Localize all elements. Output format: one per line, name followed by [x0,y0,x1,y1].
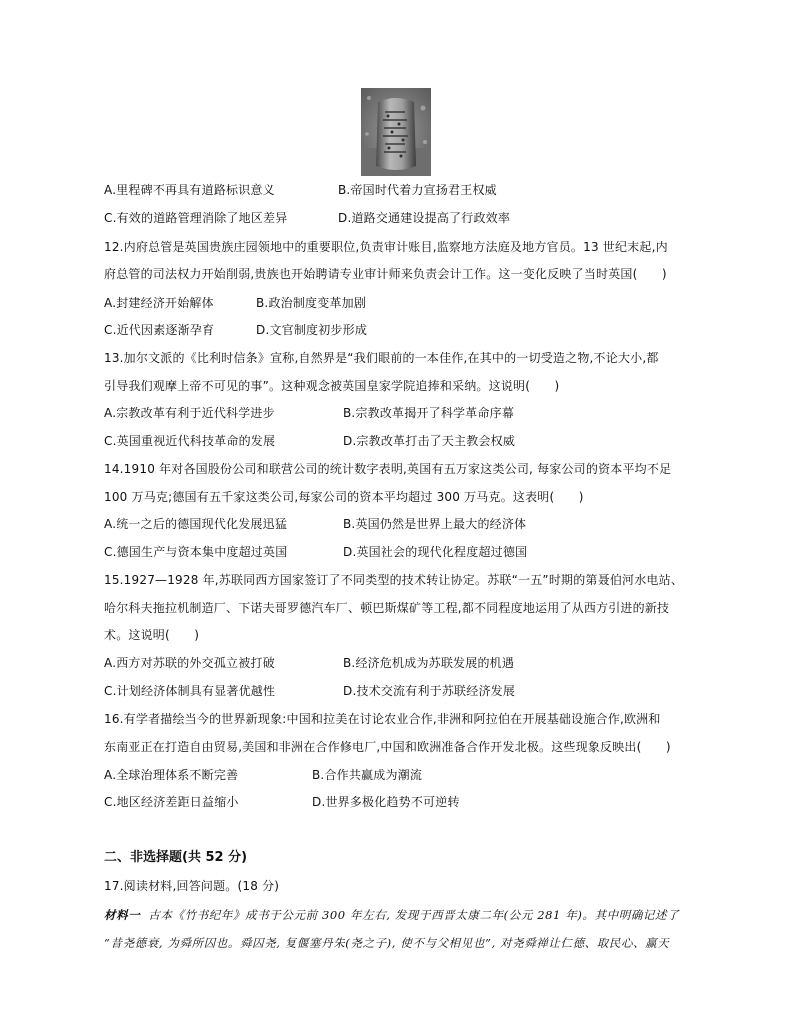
q11-option-d: D.道路交通建设提高了行政效率 [338,211,511,225]
q15-option-d: D.技术交流有利于苏联经济发展 [343,684,516,698]
q17-material-line1 [104,907,679,923]
q14-option-b: B.英国仍然是世界上最大的经济体 [343,517,527,531]
q11-option-b: B.帝国时代着力宣扬君王权威 [338,183,497,197]
q14-option-c: C.德国生产与资本集中度超过英国 [104,545,288,559]
q16-stem-line2: 东南亚正在打造自由贸易,美国和非洲在合作修电厂,中国和欧洲准备合作开发北极。这些现象反映出( ) [104,740,671,754]
q13-option-b: B.宗教改革揭开了科学革命序幕 [343,406,515,420]
q13-option-a: A.宗教改革有利于近代科学进步 [104,406,275,420]
milestone-photo [361,88,431,176]
q11-option-a: A.里程碑不再具有道路标识意义 [104,183,275,197]
q17-stem: 17.阅读材料,回答问题。(18 分) [104,879,280,893]
q13-stem-line1: 13.加尔文派的《比利时信条》宣称,自然界是“我们眼前的一本佳作,在其中的一切受造之物,不论大小,都 [104,351,659,365]
q14-stem-line2: 100 万马克;德国有五千家这类公司,每家公司的资本平均超过 300 万马克。这表明( ) [104,490,584,504]
q12-stem-line2: 府总管的司法权力开始削弱,贵族也开始聘请专业审计师来负责会计工作。这一变化反映了当时英国( ) [104,267,667,281]
q15-option-b: B.经济危机成为苏联发展的机遇 [343,656,515,670]
q11-option-c: C.有效的道路管理消除了地区差异 [104,211,288,225]
q15-stem-line1: 15.1927—1928 年,苏联同西方国家签订了不同类型的技术转让协定。苏联“一五”时期的第聂伯河水电站、 [104,573,684,587]
q16-stem-line1: 16.有学者描绘当今的世界新现象:中国和拉美在讨论农业合作,非洲和阿拉伯在开展基础设施合作,欧洲和 [104,712,661,726]
material-text-line1: 古本《竹书纪年》成书于公元前 300 年左右, 发现于西晋太康二年(公元 281 年)。其中明确记述了 [148,908,680,922]
q16-option-d: D.世界多极化趋势不可逆转 [312,795,460,809]
q16-option-b: B.合作共赢成为潮流 [312,768,423,782]
q14-option-a: A.统一之后的德国现代化发展迅猛 [104,517,288,531]
q17-material-line2: “昔尧德衰, 为舜所囚也。舜囚尧, 复偃塞丹朱(尧之子), 使不与父相见也”, 对尧舜禅让仁德、取民心、赢天 [104,936,670,950]
q14-option-d: D.英国社会的现代化程度超过德国 [343,545,528,559]
q12-option-d: D.文官制度初步形成 [256,323,368,337]
q13-stem-line2: 引导我们观摩上帝不可见的事”。这种观念被英国皇家学院追捧和采纳。这说明( ) [104,379,560,393]
q15-option-a: A.西方对苏联的外交孤立被打破 [104,656,275,670]
q12-option-a: A.封建经济开始解体 [104,296,214,310]
q16-option-a: A.全球治理体系不断完善 [104,768,239,782]
q15-option-c: C.计划经济体制具有显著优越性 [104,684,276,698]
q12-option-b: B.政治制度变革加剧 [256,296,367,310]
milestone-image [361,88,431,176]
q15-stem-line2: 哈尔科夫拖拉机制造厂、下诺夫哥罗德汽车厂、顿巴斯煤矿等工程,都不同程度地运用了从西方引进的新技 [104,601,670,615]
q13-option-c: C.英国重视近代科技革命的发展 [104,434,276,448]
material-label: 材料一 [104,908,141,922]
q16-option-c: C.地区经济差距日益缩小 [104,795,239,809]
section-title: 二、非选择题(共 52 分) [104,850,248,865]
q14-stem-line1: 14.1910 年对各国股份公司和联营公司的统计数字表明,英国有五万家这类公司, 每家公司的资本平均不足 [104,462,672,476]
q12-stem-line1: 12.内府总管是英国贵族庄园领地中的重要职位,负责审计账目,监察地方法庭及地方官员。13 世纪末起,内 [104,240,668,254]
q13-option-d: D.宗教改革打击了天主教会权威 [343,434,516,448]
q12-option-c: C.近代因素逐渐孕育 [104,323,215,337]
q15-stem-line3: 术。这说明( ) [104,628,200,642]
